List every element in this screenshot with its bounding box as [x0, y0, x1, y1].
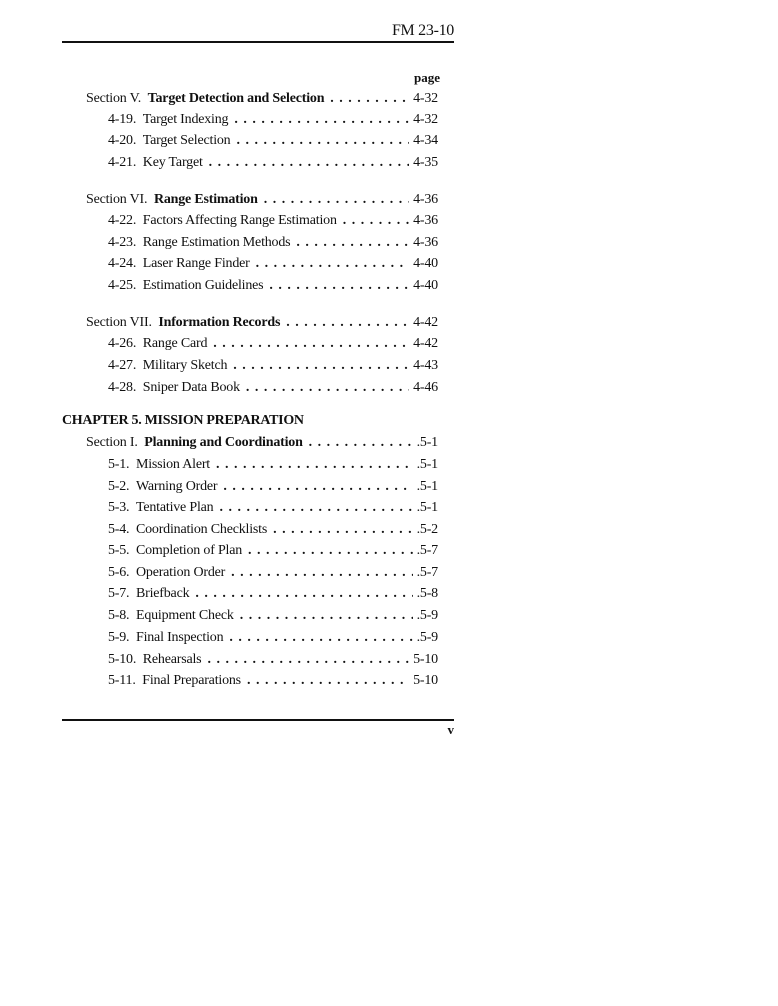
section-title: Target Detection and Selection: [147, 91, 325, 106]
toc-item[interactable]: [108, 671, 438, 691]
toc-section-6[interactable]: [86, 190, 438, 210]
page-number: v: [447, 722, 454, 737]
item-title: Target Selection: [142, 133, 231, 148]
page-ref: .5-1: [416, 479, 438, 494]
page-ref: 4-40: [413, 256, 438, 271]
page-ref: .5-7: [416, 565, 438, 580]
toc-item[interactable]: [108, 606, 438, 626]
leader-dots: [247, 671, 409, 691]
item-title: Coordination Checklists: [135, 522, 268, 537]
page-ref: 4-32: [413, 91, 438, 106]
toc-item[interactable]: [108, 584, 438, 604]
leader-dots: [248, 541, 413, 561]
page-ref: .5-9: [416, 630, 438, 645]
toc-section-7[interactable]: [86, 313, 438, 333]
page-ref: .5-1: [416, 435, 438, 450]
page-ref: .5-8: [416, 586, 438, 601]
toc-item[interactable]: [108, 356, 438, 376]
item-title: Final Preparations: [142, 673, 241, 688]
toc-item[interactable]: [108, 110, 438, 130]
leader-dots: [343, 211, 409, 231]
section-prefix: Section I.: [86, 435, 138, 450]
section-title: Information Records: [158, 315, 281, 330]
toc-section-5[interactable]: [86, 89, 438, 109]
page-ref: 4-42: [413, 336, 438, 351]
leader-dots: [195, 584, 412, 604]
page-ref: 4-36: [413, 192, 438, 207]
toc-item[interactable]: [108, 455, 438, 475]
item-number: 4-26.: [108, 336, 137, 351]
item-number: 5-7.: [108, 586, 130, 601]
leader-dots: [223, 477, 412, 497]
section-title: Planning and Coordination: [144, 435, 303, 450]
item-number: 5-4.: [108, 522, 130, 537]
leader-dots: [309, 433, 413, 453]
item-title: Final Inspection: [135, 630, 224, 645]
item-title: Completion of Plan: [135, 543, 243, 558]
section-title: Range Estimation: [153, 192, 258, 207]
page-column-label: page: [414, 70, 440, 85]
page-ref: 4-35: [413, 155, 438, 170]
toc-item[interactable]: [108, 233, 438, 253]
item-title: Equipment Check: [135, 608, 234, 623]
item-number: 4-23.: [108, 235, 137, 250]
item-title: Target Indexing: [142, 112, 229, 127]
page-ref: 4-43: [413, 358, 438, 373]
toc-item[interactable]: [108, 153, 438, 173]
page-ref: .5-1: [416, 457, 438, 472]
item-title: Mission Alert: [135, 457, 211, 472]
item-number: 5-10.: [108, 652, 137, 667]
leader-dots: [330, 89, 409, 109]
item-number: 5-8.: [108, 608, 130, 623]
leader-dots: [286, 313, 409, 333]
page-ref: 4-42: [413, 315, 438, 330]
item-title: Laser Range Finder: [142, 256, 250, 271]
item-number: 4-27.: [108, 358, 137, 373]
item-title: Key Target: [142, 155, 203, 170]
item-number: 5-9.: [108, 630, 130, 645]
leader-dots: [207, 650, 409, 670]
item-title: Briefback: [135, 586, 190, 601]
toc-item[interactable]: [108, 541, 438, 561]
item-number: 4-28.: [108, 380, 137, 395]
item-title: Operation Order: [135, 565, 226, 580]
page-ref: 4-46: [413, 380, 438, 395]
page-ref: 4-32: [413, 112, 438, 127]
toc-item[interactable]: [108, 378, 438, 398]
item-title: Range Card: [142, 336, 208, 351]
page-ref: .5-9: [416, 608, 438, 623]
leader-dots: [213, 334, 409, 354]
item-title: Military Sketch: [142, 358, 228, 373]
item-number: 5-2.: [108, 479, 130, 494]
page-ref: 4-36: [413, 235, 438, 250]
leader-dots: [273, 520, 413, 540]
toc-item[interactable]: [108, 131, 438, 151]
page-ref: 4-40: [413, 278, 438, 293]
leader-dots: [216, 455, 413, 475]
page-ref: .5-1: [416, 500, 438, 515]
item-number: 5-6.: [108, 565, 130, 580]
item-title: Tentative Plan: [135, 500, 214, 515]
item-title: Warning Order: [135, 479, 218, 494]
toc-item[interactable]: [108, 628, 438, 648]
item-number: 4-25.: [108, 278, 137, 293]
item-number: 4-20.: [108, 133, 137, 148]
item-title: Estimation Guidelines: [142, 278, 264, 293]
leader-dots: [264, 190, 409, 210]
item-title: Range Estimation Methods: [142, 235, 291, 250]
toc-item[interactable]: [108, 650, 438, 670]
item-title: Rehearsals: [142, 652, 202, 667]
section-prefix: Section VII.: [86, 315, 152, 330]
item-number: 4-22.: [108, 213, 137, 228]
leader-dots: [240, 606, 413, 626]
section-prefix: Section VI.: [86, 192, 148, 207]
toc-item[interactable]: [108, 334, 438, 354]
item-number: 4-19.: [108, 112, 137, 127]
leader-dots: [219, 498, 412, 518]
item-title: Sniper Data Book: [142, 380, 240, 395]
leader-dots: [233, 356, 409, 376]
page-ref: 4-36: [413, 213, 438, 228]
leader-dots: [229, 628, 412, 648]
leader-dots: [236, 131, 409, 151]
item-number: 5-3.: [108, 500, 130, 515]
page-ref: 4-34: [413, 133, 438, 148]
toc-chapter5-section-1[interactable]: [86, 433, 438, 453]
toc-item[interactable]: [108, 477, 438, 497]
footer-rule: [62, 719, 454, 721]
item-number: 5-11.: [108, 673, 136, 688]
toc-item[interactable]: [108, 563, 438, 583]
item-number: 5-5.: [108, 543, 130, 558]
leader-dots: [234, 110, 409, 130]
page-ref: 5-10: [413, 673, 438, 688]
leader-dots: [256, 254, 410, 274]
leader-dots: [231, 563, 413, 583]
leader-dots: [246, 378, 409, 398]
toc-item[interactable]: [108, 520, 438, 540]
page-ref: .5-2: [416, 522, 438, 537]
page-ref: .5-7: [416, 543, 438, 558]
toc-item[interactable]: [108, 211, 438, 231]
item-number: 4-21.: [108, 155, 137, 170]
toc-item[interactable]: [108, 276, 438, 296]
toc-item[interactable]: [108, 254, 438, 274]
toc-item[interactable]: [108, 498, 438, 518]
leader-dots: [209, 153, 409, 173]
item-title: Factors Affecting Range Estimation: [142, 213, 337, 228]
document-id: FM 23-10: [391, 22, 454, 39]
header-rule: [62, 41, 454, 43]
leader-dots: [296, 233, 409, 253]
section-prefix: Section V.: [86, 91, 142, 106]
item-number: 5-1.: [108, 457, 130, 472]
page-ref: 5-10: [413, 652, 438, 667]
item-number: 4-24.: [108, 256, 137, 271]
chapter-heading[interactable]: CHAPTER 5. MISSION PREPARATION: [62, 413, 304, 428]
leader-dots: [269, 276, 409, 296]
